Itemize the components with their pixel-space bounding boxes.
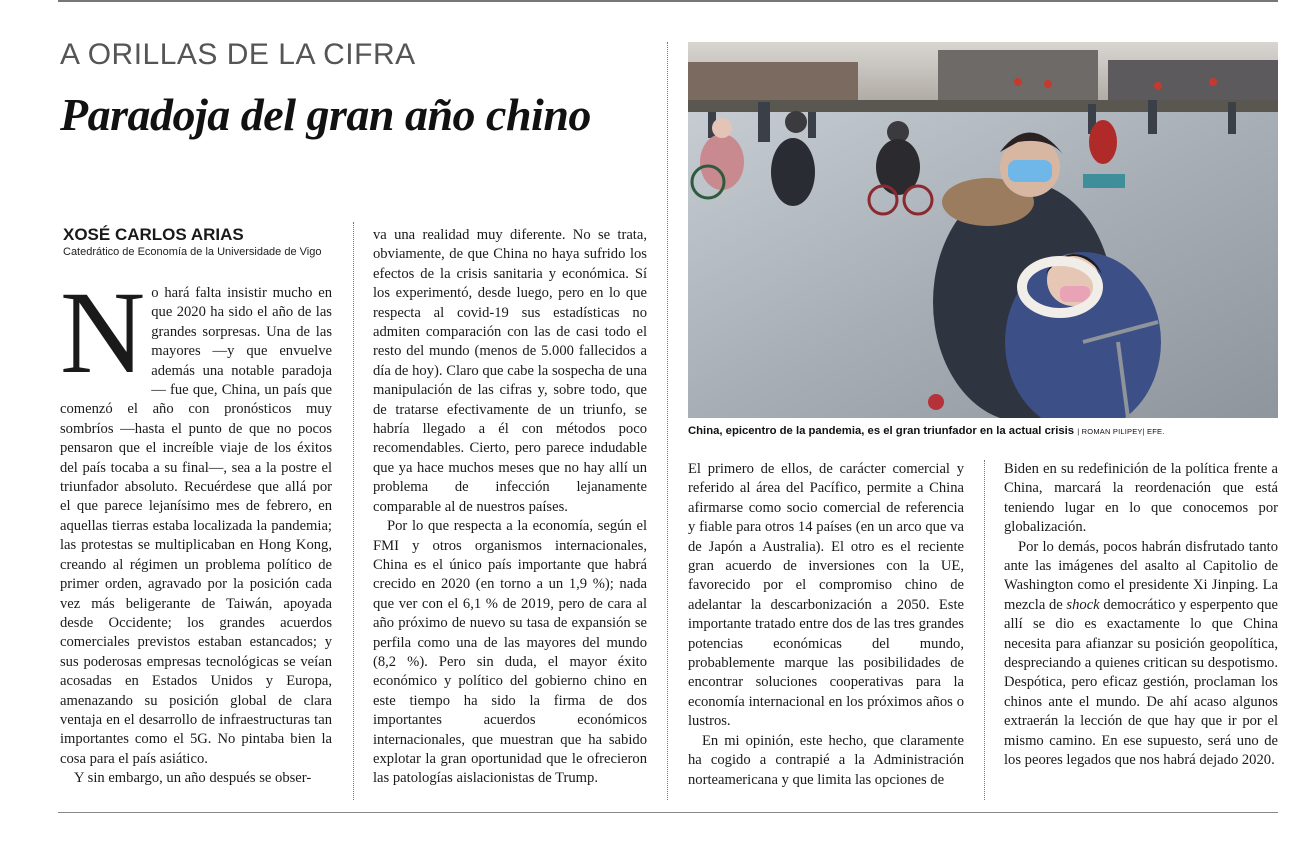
column-divider — [984, 460, 985, 800]
paragraph-text: Por lo demás, pocos habrán disfrutado tanto ante las imágenes del asalto al Capitolio de Washington como el presidente Xi Jinping. La mezcla de — [1004, 538, 1278, 613]
paragraph: va una realidad muy diferente. No se trata, obviamente, de que China no haya sufrido los efectos de la crisis sanitaria y económica. Sí los experimentó, desde luego, pero en lo que respecta al covid-19 sus estadísticas no admiten comparación con las de casi todo el resto del mundo (menos de 5.000 fallecidos a día de hoy). Claro que cabe la sospecha de una manipulación de las cifras y, sobre todo, que de tratarse efectivamente de un triunfo, se habría llegado a él con métodos poco recomendables. Cierto, pero parece indudable que ya hace muchos meses que no hay allí un problema de infección lejanamente comparable al de nuestros países. — [373, 227, 647, 515]
section-label: A ORILLAS DE LA CIFRA — [60, 38, 416, 71]
news-photo — [688, 42, 1278, 418]
paragraph: En mi opinión, este hecho, que claramente ha cogido a contrapié a la Administración norteamericana y que limita las opciones de — [688, 732, 964, 788]
photo-credit: | ROMAN PILIPEY| EFE. — [1077, 427, 1165, 436]
drop-cap: N — [60, 267, 146, 398]
column-divider — [667, 42, 668, 800]
paragraph — [1004, 538, 1278, 771]
paragraph-text: democrático y esperpento que allí se dio es exactamente lo que China necesita para afianzar su posición geopolítica, despreciando a quienes critican su despotismo. Despótica, pero eficaz gestión, proclaman los chinos ante el mundo. De ahí acaso algunos extraerán la lección de que hay que ir por el mismo camino. En ese supuesto, será uno de los peores legados que nos habrá dejado 2020. — [1004, 596, 1279, 769]
photo-caption — [688, 425, 1165, 437]
paragraph-text: o hará falta insistir mucho en que 2020 ha sido el año de las grandes sorpresas. Una de las mayores —y que envuelve además una notable paradoja— fue que, China, un país que comenzó el año con pronósticos muy sombríos —hasta el punto de que no pocos pensaron que el increíble viaje de los éxitos del país tocaba a su final—, sea a la postre el triunfador absoluto. Recuérdese que allá por el que parece lejanísimo mes de febrero, en aquellas tierras estaba localizada la pandemia; las protestas se multiplicaban en Hong Kong, creando al régimen un problema político de primer orden, agravado por la posición cada vez más beligerante de Taiwán, apoyada desde Occidente; los grandes acuerdos comerciales previstos estaban estancados; y sus poderosas empresas tecnológicas se veían acosadas en Estados Unidos y Europa, amenazando su posición global de clara ventaja en el desarrollo de infraestructuras tan importantes como el 5G. No pintaba bien la cosa para el país asiático. — [60, 285, 332, 767]
headline: Paradoja del gran año chino — [60, 89, 591, 140]
paragraph: Biden en su redefinición de la política frente a China, marcará la reordenación que está teniendo lugar en lo que conocemos por globalización. — [1004, 461, 1278, 536]
column-4 — [1004, 460, 1278, 771]
column-2 — [373, 226, 647, 789]
column-3 — [688, 460, 964, 790]
caption-text: China, epicentro de la pandemia, es el gran triunfador en la actual crisis — [688, 425, 1075, 437]
column-1 — [60, 267, 332, 789]
emphasis-text: shock — [1066, 596, 1100, 613]
author-name: XOSÉ CARLOS ARIAS — [63, 225, 244, 244]
author-role: Catedrático de Economía de la Universidade de Vigo — [63, 246, 322, 258]
paragraph: Por lo que respecta a la economía, según el FMI y otros organismos internacionales, China es el único país importante que habrá crecido en 2020 (en torno a un 1,9 %); nada que ver con el 6,1 % de 2019, pero de cara al año próximo de nuevo su tasa de expansión se perfila como una de las mayores del mundo (8,2 %). Pero sin duda, el mayor éxito económico y político del gobierno chino en este tiempo ha sido la firma de dos importantes acuerdos económicos internacionales, que muestran que ha sabido explotar la gran oportunidad que le ofrecieron las patologías aislacionistas de Trump. — [373, 518, 647, 787]
paragraph — [60, 267, 332, 769]
paragraph: El primero de ellos, de carácter comercial y referido al área del Pacífico, permite a China afirmarse como socio comercial de referencia y fiable para otros 14 países (en un arco que va de Japón a Australia). El otro es el reciente gran acuerdo de inversiones con la UE, favorecido por el compromiso chino de adelantar la descarbonización a 2050. Este importante tratado entre dos de las tres grandes potencias económicas del mundo, probablemente marque las posibilidades de encontrar soluciones cooperativas para la economía internacional en los próximos años o lustros. — [688, 461, 964, 730]
paragraph: Y sin embargo, un año después se obser- — [74, 770, 312, 787]
top-rule — [58, 0, 1278, 2]
column-divider — [353, 222, 354, 800]
bottom-rule — [58, 812, 1278, 813]
ice-rink-photo-illustration — [688, 42, 1278, 418]
